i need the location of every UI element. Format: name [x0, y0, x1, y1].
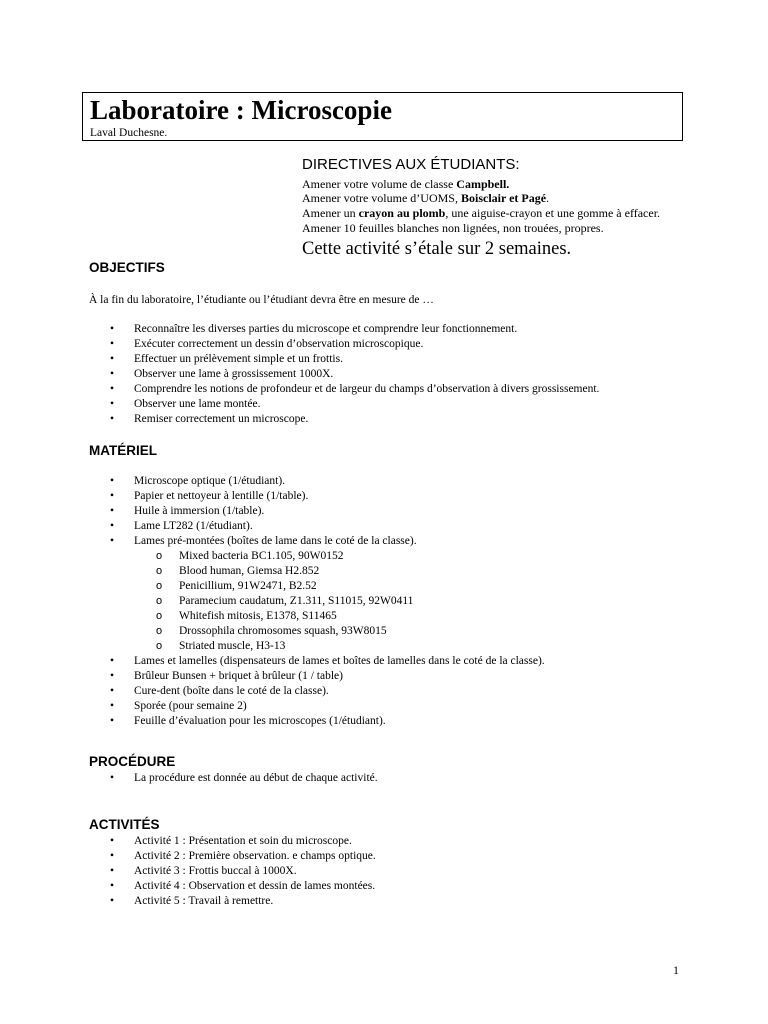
circle-bullet-icon: o	[156, 550, 163, 562]
circle-bullet-icon: o	[156, 610, 163, 622]
list-item: • Effectuer un prélèvement simple et un frottis.	[110, 353, 343, 365]
bullet-icon: •	[110, 535, 115, 547]
list-item: • Huile à immersion (1/table).	[110, 505, 265, 517]
bullet-icon: •	[110, 715, 115, 727]
list-item: • Remiser correctement un microscope.	[110, 413, 309, 425]
list-item: • Activité 4 : Observation et dessin de lames montées.	[110, 880, 376, 892]
bullet-icon: •	[110, 655, 115, 667]
list-item: • Microscope optique (1/étudiant).	[110, 475, 286, 487]
slide-item: o Striated muscle, H3-13	[156, 640, 286, 652]
list-item: • Comprendre les notions de profondeur et de largeur du champs d’observation à divers grossissement.	[110, 383, 600, 395]
bullet-icon: •	[110, 835, 115, 847]
list-item: • La procédure est donnée au début de chaque activité.	[110, 772, 378, 784]
directives-heading: DIRECTIVES AUX ÉTUDIANTS:	[302, 156, 520, 173]
directive-line: Amener votre volume de classe Campbell.	[302, 177, 510, 191]
activites-list	[0, 834, 376, 909]
circle-bullet-icon: o	[156, 565, 163, 577]
bullet-icon: •	[110, 685, 115, 697]
list-item: • Lame LT282 (1/étudiant).	[110, 520, 253, 532]
bullet-icon: •	[110, 353, 115, 365]
directive-line: Amener votre volume d’UOMS, Boisclair et Pagé.	[302, 191, 550, 205]
materiel-heading: MATÉRIEL	[89, 443, 157, 458]
bullet-icon: •	[110, 505, 115, 517]
bullet-icon: •	[110, 670, 115, 682]
list-item: • Lames et lamelles (dispensateurs de lames et boîtes de lamelles dans le coté de la classe).	[110, 655, 545, 667]
procedure-list	[0, 771, 378, 786]
list-item: • Activité 1 : Présentation et soin du microscope.	[110, 835, 352, 847]
list-item: • Sporée (pour semaine 2)	[110, 700, 247, 712]
list-item: • Feuille d’évaluation pour les microscopes (1/étudiant).	[110, 715, 386, 727]
materiel-list	[0, 474, 545, 729]
duration-note: Cette activité s’étale sur 2 semaines.	[302, 239, 572, 259]
bullet-icon: •	[110, 368, 115, 380]
circle-bullet-icon: o	[156, 625, 163, 637]
bullet-icon: •	[110, 880, 115, 892]
list-item: • Activité 3 : Frottis buccal à 1000X.	[110, 865, 297, 877]
bullet-icon: •	[110, 475, 115, 487]
activites-heading: ACTIVITÉS	[89, 817, 160, 832]
objectifs-intro: À la fin du laboratoire, l’étudiante ou l’étudiant devra être en mesure de …	[89, 294, 434, 306]
bullet-icon: •	[110, 398, 115, 410]
list-item: • Observer une lame montée.	[110, 398, 261, 410]
bullet-icon: •	[110, 490, 115, 502]
slide-item: o Whitefish mitosis, E1378, S11465	[156, 610, 337, 622]
author: Laval Duchesne.	[90, 127, 168, 139]
procedure-heading: PROCÉDURE	[89, 754, 176, 769]
list-item: • Exécuter correctement un dessin d’observation microscopique.	[110, 338, 424, 350]
slide-item: o Blood human, Giemsa H2.852	[156, 565, 320, 577]
bullet-icon: •	[110, 895, 115, 907]
bullet-icon: •	[110, 520, 115, 532]
objectifs-list	[0, 322, 599, 427]
bullet-icon: •	[110, 413, 115, 425]
circle-bullet-icon: o	[156, 640, 163, 652]
bullet-icon: •	[110, 700, 115, 712]
bullet-icon: •	[110, 865, 115, 877]
list-item: • Activité 5 : Travail à remettre.	[110, 895, 274, 907]
list-item: • Activité 2 : Première observation. e champs optique.	[110, 850, 376, 862]
list-item: • Lames pré-montées (boîtes de lame dans le coté de la classe).	[110, 535, 417, 547]
page-number: 1	[673, 963, 679, 977]
list-item: • Papier et nettoyeur à lentille (1/table).	[110, 490, 309, 502]
bullet-icon: •	[110, 383, 115, 395]
slide-item: o Paramecium caudatum, Z1.311, S11015, 92W0411	[156, 595, 414, 607]
slide-item: o Drossophila chromosomes squash, 93W8015	[156, 625, 387, 637]
list-item: • Observer une lame à grossissement 1000X.	[110, 368, 334, 380]
directive-line: Amener un crayon au plomb, une aiguise-crayon et une gomme à effacer.	[302, 206, 661, 220]
slide-item: o Penicillium, 91W2471, B2.52	[156, 580, 317, 592]
list-item: • Reconnaître les diverses parties du microscope et comprendre leur fonctionnement.	[110, 323, 518, 335]
circle-bullet-icon: o	[156, 595, 163, 607]
document-title: Laboratoire : Microscopie	[90, 95, 392, 125]
objectifs-heading: OBJECTIFS	[89, 260, 165, 275]
bullet-icon: •	[110, 850, 115, 862]
bullet-icon: •	[110, 772, 115, 784]
slide-item: o Mixed bacteria BC1.105, 90W0152	[156, 550, 344, 562]
circle-bullet-icon: o	[156, 580, 163, 592]
bullet-icon: •	[110, 323, 115, 335]
bullet-icon: •	[110, 338, 115, 350]
directive-line: Amener 10 feuilles blanches non lignées, non trouées, propres.	[302, 221, 604, 235]
list-item: • Cure-dent (boîte dans le coté de la classe).	[110, 685, 329, 697]
title-box	[82, 92, 683, 141]
list-item: • Brûleur Bunsen + briquet à brûleur (1 / table)	[110, 670, 343, 682]
